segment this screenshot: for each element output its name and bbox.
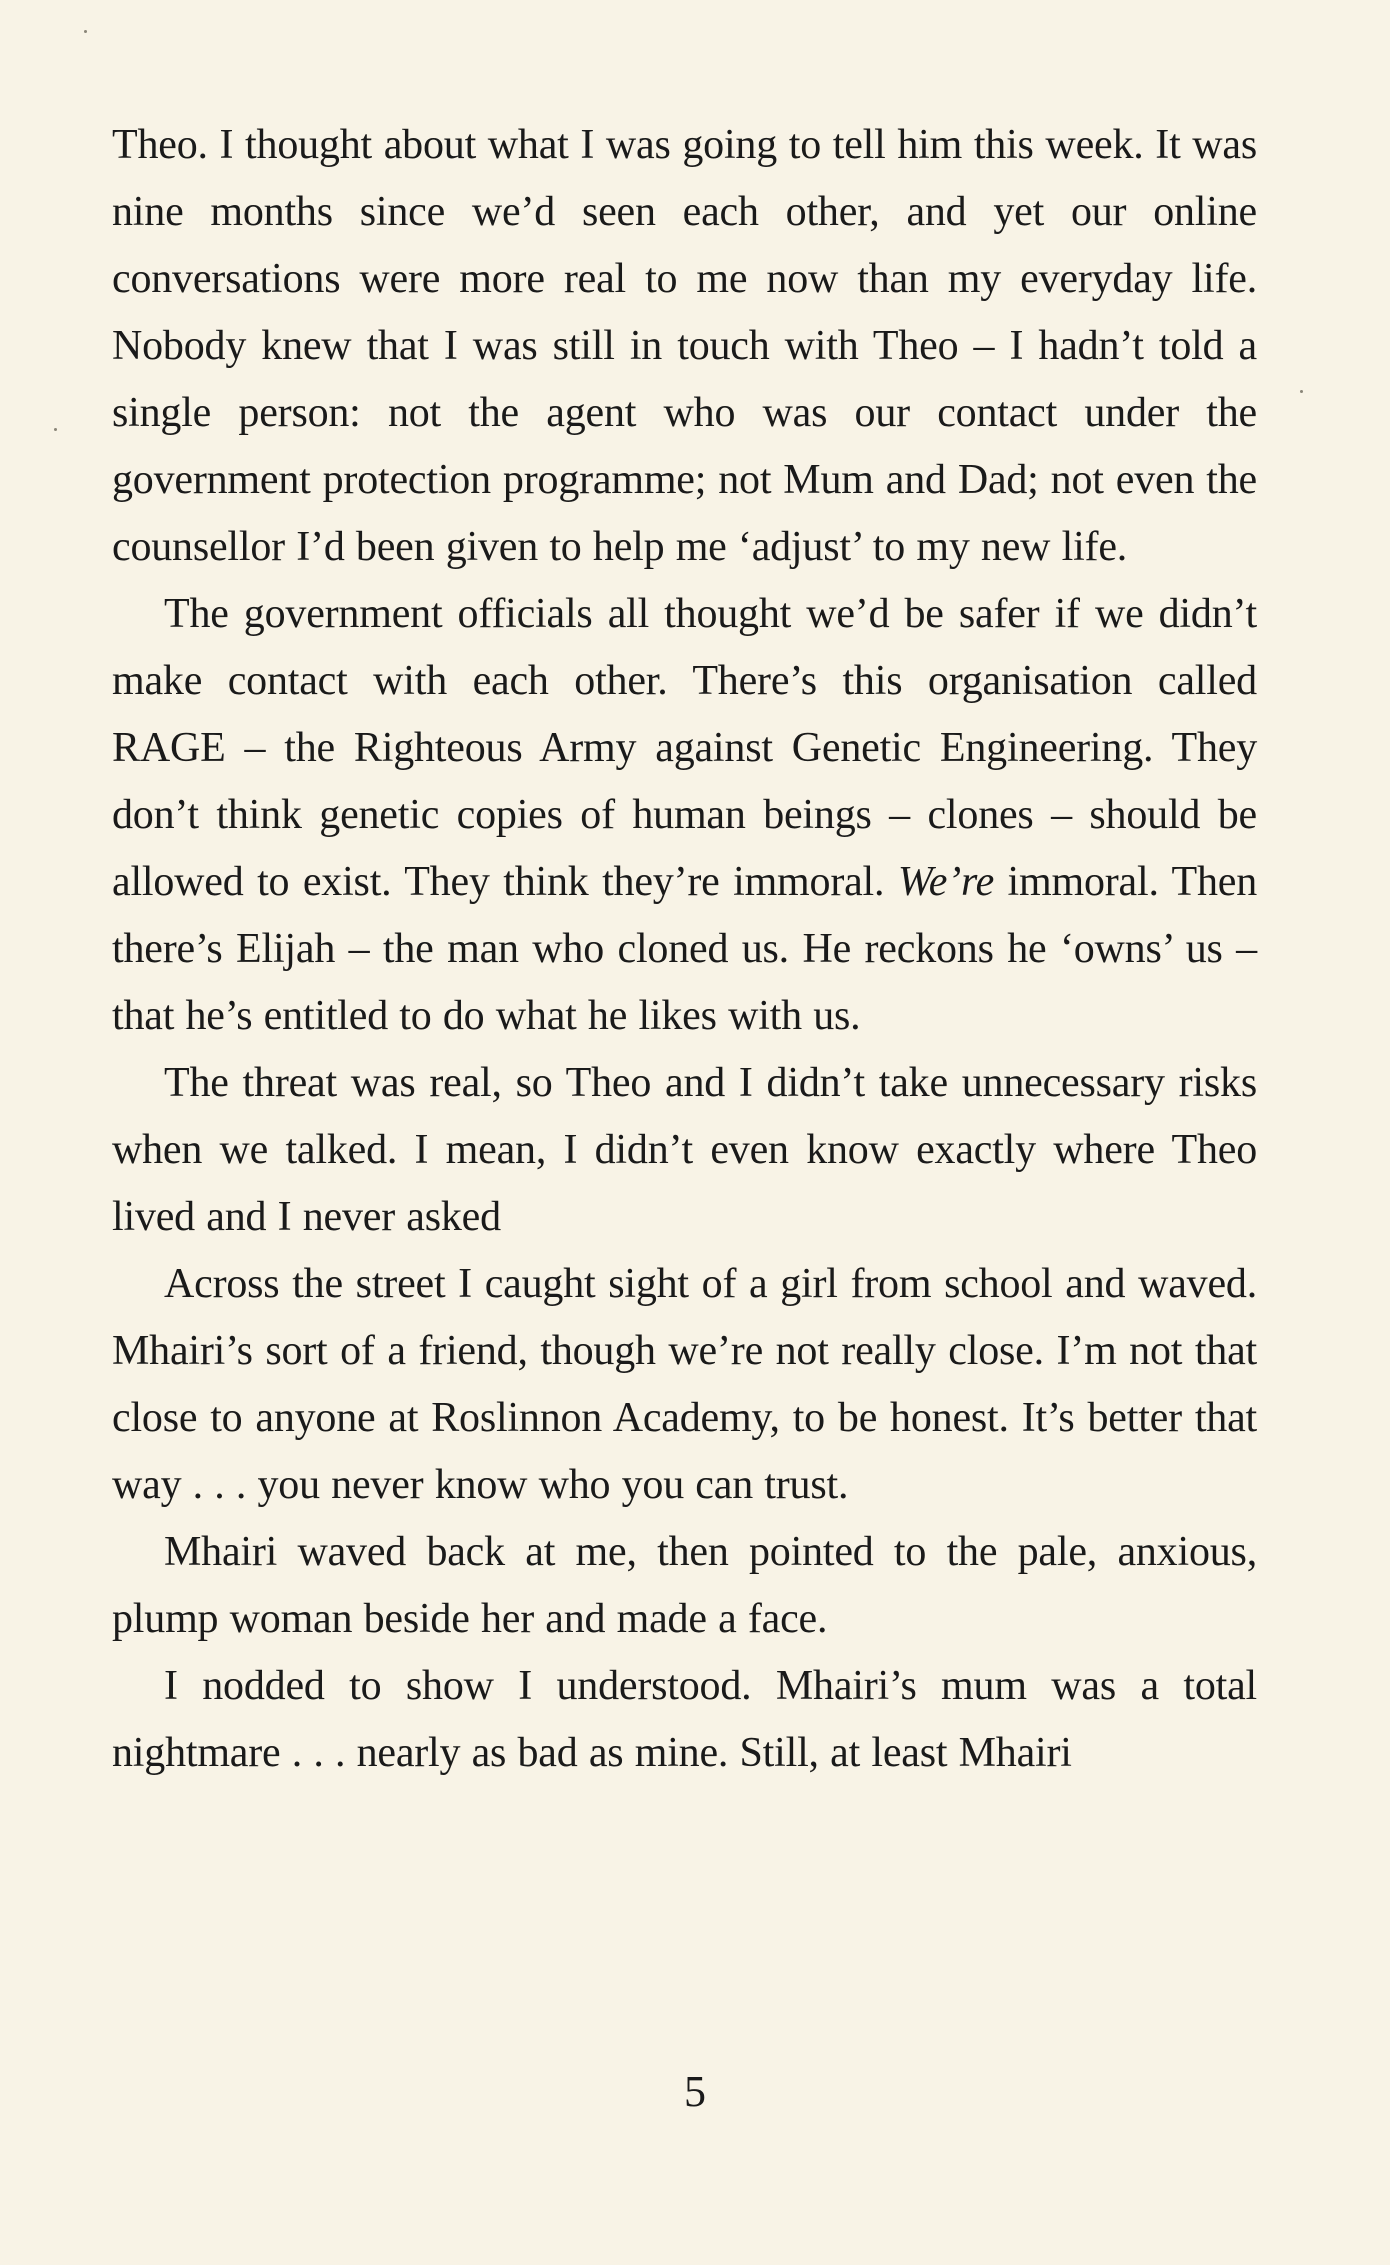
text-segment: The government officials all thought we’d be safer if we didn’t make contact with each other. There’s this organisation called RAGE – the Righteous Army against Genetic Engineering. They don’t think genetic copies of human beings – clones – should be allowed to exist. They think they’re immoral. <box>112 591 1257 905</box>
text-segment: immoral. Then there’s Elijah – the man who cloned us. He reckons he ‘owns’ us – that he’s entitled to do what he likes with us. <box>112 859 1257 1039</box>
paragraph-4 <box>112 1251 1257 1519</box>
text-segment: I nodded to show I understood. Mhairi’s mum was a total nightmare . . . nearly as bad as mine. Still, at least Mhairi <box>112 1663 1257 1776</box>
text-segment: Mhairi waved back at me, then pointed to the pale, anxious, plump woman beside her and made a face. <box>112 1529 1257 1642</box>
text-segment: The threat was real, so Theo and I didn’t take unnecessary risks when we talked. I mean, I didn’t even know exactly where Theo lived and I never asked <box>112 1060 1257 1240</box>
paper-speck <box>54 428 57 431</box>
paragraph-6 <box>112 1653 1257 1787</box>
text-segment: Theo. I thought about what I was going to tell him this week. It was nine months since we’d seen each other, and yet our online conversations were more real to me now than my everyday life. Nobody knew that I was still in touch with Theo – I hadn’t told a single person: not the agent who was our contact under the government protection programme; not Mum and Dad; not even the counsellor I’d been given to help me ‘adjust’ to my new life. <box>112 122 1257 570</box>
paper-speck <box>84 30 87 33</box>
paragraph-2 <box>112 581 1257 1050</box>
italic-text: We’re <box>897 859 995 905</box>
text-segment: Across the street I caught sight of a girl from school and waved. Mhairi’s sort of a friend, though we’re not really close. I’m not that close to anyone at Roslinnon Academy, to be honest. It’s better that way . . . you never know who you can trust. <box>112 1261 1257 1508</box>
paragraph-1 <box>112 112 1257 581</box>
paragraph-3 <box>112 1050 1257 1251</box>
page-number: 5 <box>684 2067 706 2116</box>
paper-speck <box>1300 390 1303 393</box>
body-text <box>112 112 1257 1787</box>
paragraph-5 <box>112 1519 1257 1653</box>
